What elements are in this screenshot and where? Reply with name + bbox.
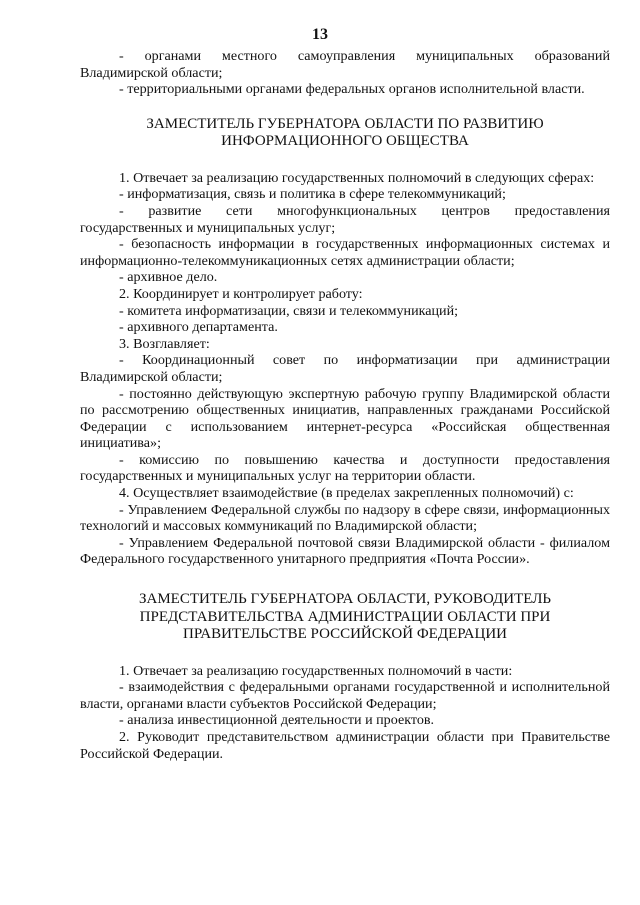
paragraph: - архивного департамента. — [119, 319, 278, 336]
paragraph: 2. Руководит представительством администрации области при Правительстве Российской Федерации. — [80, 728, 610, 762]
paragraph: - взаимодействия с федеральными органами государственной и исполнительной власти, органами власти субъектов Российской Федерации; — [80, 679, 610, 712]
paragraph: - архивное дело. — [119, 269, 218, 286]
section-heading-line: ЗАМЕСТИТЕЛЬ ГУБЕРНАТОРА ОБЛАСТИ, РУКОВОДИТЕЛЬ — [138, 591, 552, 608]
paragraph: 2. Координирует и контролирует работу: — [119, 285, 363, 302]
paragraph: 1. Отвечает за реализацию государственных полномочий в части: — [119, 662, 513, 679]
section-heading-line: ПРАВИТЕЛЬСТВЕ РОССИЙСКОЙ ФЕДЕРАЦИИ — [183, 626, 507, 643]
section-heading-line: ЗАМЕСТИТЕЛЬ ГУБЕРНАТОРА ОБЛАСТИ ПО РАЗВИТИЮ — [146, 115, 544, 132]
intro-item: - органами местного самоуправления муниципальных образований Владимирской области; — [80, 48, 610, 81]
intro-item: - территориальными органами федеральных органов исполнительной власти. — [119, 81, 585, 98]
paragraph: - информатизация, связь и политика в сфере телекоммуникаций; — [119, 186, 506, 203]
page-number: 13 — [312, 26, 328, 43]
paragraph: 3. Возглавляет: — [119, 335, 210, 352]
paragraph: - постоянно действующую экспертную рабочую группу Владимирской области по рассмотрению общественных инициатив, направленных гражданами Российской Федерации с использованием интернет-ресурса «Российская общественная инициатива»; — [80, 385, 610, 452]
section-heading-line: ИНФОРМАЦИОННОГО ОБЩЕСТВА — [221, 133, 469, 150]
section-heading — [80, 116, 610, 151]
paragraph: - Координационный совет по информатизации при администрации Владимирской области; — [80, 352, 610, 385]
paragraph: - Управлением Федеральной службы по надзору в сфере связи, информационных технологий и массовых коммуникаций по Владимирской области; — [80, 501, 610, 535]
paragraph: - безопасность информации в государственных информационных системах и информационно-телекоммуникационных сетях администрации области; — [80, 236, 610, 269]
paragraph: - комитета информатизации, связи и телекоммуникаций; — [119, 302, 459, 319]
section-heading-line: ПРЕДСТАВИТЕЛЬСТВА АДМИНИСТРАЦИИ ОБЛАСТИ ПРИ — [139, 608, 551, 625]
paragraph: - развитие сети многофункциональных центров предоставления государственных и муниципальных услуг; — [80, 202, 610, 236]
paragraph: - Управлением Федеральной почтовой связи Владимирской области - филиалом Федерального государственного унитарного предприятия «Почта России». — [80, 534, 610, 568]
paragraph: 4. Осуществляет взаимодействие (в пределах закрепленных полномочий) с: — [119, 485, 574, 502]
paragraph: - анализа инвестиционной деятельности и проектов. — [119, 712, 435, 729]
document-body — [80, 48, 610, 762]
section-heading — [80, 591, 610, 644]
paragraph: - комиссию по повышению качества и доступности предоставления государственных и муниципальных услуг на территории области. — [80, 451, 610, 485]
paragraph: 1. Отвечает за реализацию государственных полномочий в следующих сферах: — [119, 169, 595, 186]
